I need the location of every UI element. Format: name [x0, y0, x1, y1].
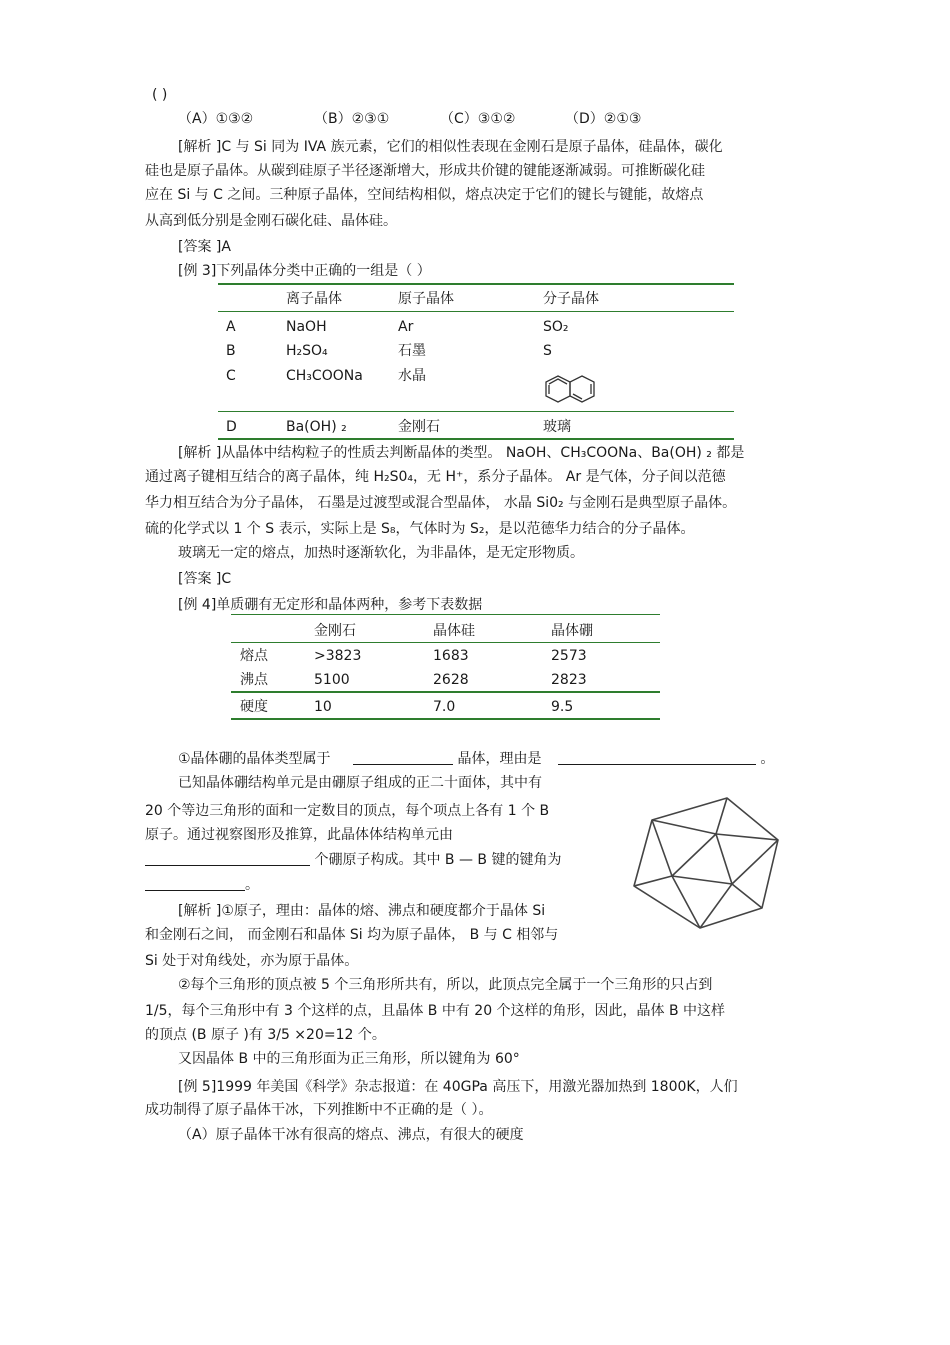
row-label: D: [226, 419, 237, 435]
sub-question-2-line: [145, 851, 561, 869]
ionic-cell: NaOH: [286, 319, 327, 335]
example-5-line: [例 5]1999 年美国《科学》杂志报道：在 40GPa 高压下，用激光器加热到 1800K，人们: [178, 1079, 738, 1095]
analysis-line: 华力相互结合为分子晶体， 石墨是过渡型或混合型晶体， 水晶 Si0₂ 与金刚石是典型原子晶体。: [145, 495, 737, 511]
row-label: C: [226, 368, 236, 384]
sub-question-2-line: 已知晶体硼结构单元是由硼原子组成的正二十面体，其中有: [178, 775, 542, 791]
example-4-question: [例 4]单质硼有无定形和晶体两种，参考下表数据: [178, 597, 483, 613]
answer-blank[interactable]: [558, 750, 756, 765]
value-cell: 2823: [551, 672, 587, 688]
sub-question-2-line: 原子。通过视察图形及推算，此晶体体结构单元由: [145, 827, 453, 843]
table-rule-mid: [218, 411, 734, 412]
table-header: 晶体硼: [551, 623, 593, 639]
table-rule-top: [218, 283, 734, 285]
ionic-cell: H₂SO₄: [286, 343, 328, 359]
example-3-question: [例 3]下列晶体分类中正确的一组是（ ）: [178, 263, 431, 279]
option-b: （B）②③①: [314, 111, 390, 127]
table-rule-bottom: [218, 438, 734, 440]
row-label: 硬度: [240, 699, 268, 715]
naphthalene-icon: [544, 374, 600, 404]
answer-label: [答案 ]A: [178, 239, 231, 255]
option-d: （D）②①③: [565, 111, 642, 127]
analysis-line: 和金刚石之间， 而金刚石和晶体 Si 均为原子晶体， B 与 C 相邻与: [145, 927, 559, 943]
option-c: （C）③①②: [440, 111, 516, 127]
analysis-line: 1/5，每个三角形中有 3 个这样的点，且晶体 B 中有 20 个这样的角形，因此，晶体 B 中这样: [145, 1003, 726, 1019]
option-a: （A）原子晶体干冰有很高的熔点、沸点，有很大的硬度: [178, 1127, 524, 1143]
sub-question-2-line: 20 个等边三角形的面和一定数目的顶点，每个项点上各有 1 个 B: [145, 803, 550, 819]
sub-question-2-line: [145, 876, 259, 894]
row-label: 沸点: [240, 672, 268, 688]
analysis-line: 的顶点 (B 原子 )有 3/5 ×20=12 个。: [145, 1027, 386, 1043]
answer-blank[interactable]: [145, 876, 245, 891]
table-rule-bottom: [231, 718, 660, 720]
table-header: 原子晶体: [398, 291, 454, 307]
atomic-cell: 金刚石: [398, 419, 440, 435]
molecular-cell: 玻璃: [543, 419, 571, 435]
example-5-line: 成功制得了原子晶体干冰，下列推断中不正确的是（ ）。: [145, 1102, 493, 1118]
table-header: 离子晶体: [286, 291, 342, 307]
table-header: 晶体硅: [433, 623, 475, 639]
sub-question-1: [178, 750, 774, 768]
answer-label: [答案 ]C: [178, 571, 232, 587]
answer-blank[interactable]: [353, 750, 453, 765]
value-cell: 2628: [433, 672, 469, 688]
analysis-line: 从高到低分别是金刚石碳化硅、晶体硅。: [145, 213, 397, 229]
analysis-line: 硫的化学式以 1 个 S 表示，实际上是 S₈，气体时为 S₂，是以范德华力结合的分子晶体。: [145, 521, 695, 537]
q1-text: 晶体，理由是: [457, 751, 542, 767]
value-cell: 5100: [314, 672, 350, 688]
value-cell: 9.5: [551, 699, 574, 715]
answer-blank[interactable]: [145, 851, 310, 866]
ionic-cell: CH₃COONa: [286, 368, 363, 384]
icosahedron-icon: [630, 792, 782, 934]
q2-tail: 。: [245, 877, 259, 893]
table-rule-mid: [231, 691, 660, 693]
row-label: A: [226, 319, 236, 335]
analysis-line: [解析 ]从晶体中结构粒子的性质去判断晶体的类型。 NaOH、CH₃COONa、Ba(OH) ₂ 都是: [178, 445, 745, 461]
answer-parens: ( ): [152, 87, 168, 103]
value-cell: 10: [314, 699, 332, 715]
table-header: 金刚石: [314, 623, 356, 639]
value-cell: 7.0: [433, 699, 456, 715]
table-rule-header: [218, 311, 734, 312]
row-label: 熔点: [240, 648, 268, 664]
analysis-line: 玻璃无一定的熔点，加热时逐渐软化，为非晶体，是无定形物质。: [178, 545, 584, 561]
option-a: （A）①③②: [178, 111, 254, 127]
q1-text: ①晶体硼的晶体类型属于: [178, 751, 331, 767]
analysis-line: [解析 ]①原子，理由：晶体的熔、沸点和硬度都介于晶体 Si: [178, 903, 546, 919]
analysis-line: [解析 ]C 与 Si 同为 IVA 族元素，它们的相似性表现在金刚石是原子晶体，硅晶体，碳化: [178, 139, 723, 155]
analysis-line: 又因晶体 B 中的三角形面为正三角形，所以键角为 60°: [178, 1051, 520, 1067]
molecular-cell: SO₂: [543, 319, 569, 335]
analysis-line: 硅也是原子晶体。从碳到硅原子半径逐渐增大，形成共价键的键能逐渐减弱。可推断碳化硅: [145, 163, 705, 179]
q2-tail: 个硼原子构成。其中 B — B 键的键角为: [310, 852, 562, 868]
table-rule-header: [231, 642, 660, 643]
ionic-cell: Ba(OH) ₂: [286, 419, 347, 435]
molecular-cell: S: [543, 343, 552, 359]
atomic-cell: Ar: [398, 319, 414, 335]
value-cell: 1683: [433, 648, 469, 664]
table-header: 分子晶体: [543, 291, 599, 307]
q1-text: 。: [760, 751, 775, 767]
analysis-line: 应在 Si 与 C 之间。三种原子晶体，空间结构相似，熔点决定于它们的键长与键能，故熔点: [145, 187, 704, 203]
value-cell: 2573: [551, 648, 587, 664]
analysis-line: ②每个三角形的顶点被 5 个三角形所共有，所以，此顶点完全属于一个三角形的只占到: [178, 977, 713, 993]
atomic-cell: 石墨: [398, 343, 426, 359]
table-rule-top: [231, 614, 660, 615]
analysis-line: 通过离子键相互结合的离子晶体，纯 H₂S0₄，无 H⁺，系分子晶体。 Ar 是气体，分子间以范德: [145, 469, 726, 485]
atomic-cell: 水晶: [398, 368, 426, 384]
analysis-line: Si 处于对角线处，亦为原于晶体。: [145, 953, 359, 969]
value-cell: >3823: [314, 648, 362, 664]
row-label: B: [226, 343, 236, 359]
